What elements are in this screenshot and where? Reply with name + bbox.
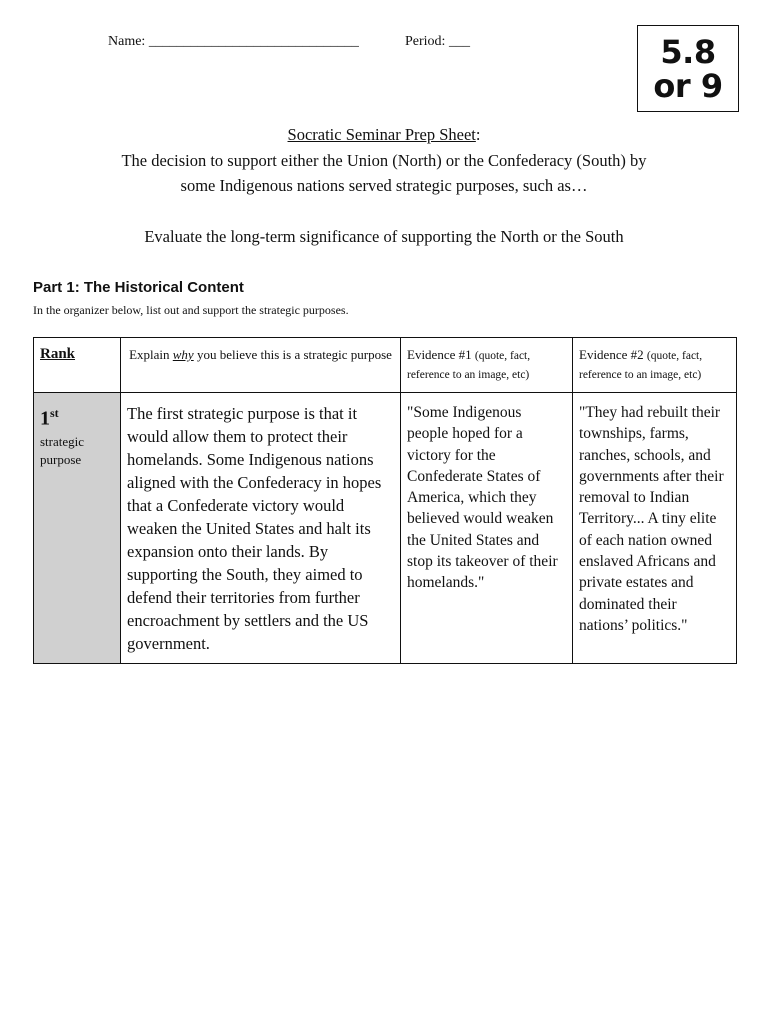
grade-line-2: or 9 — [653, 66, 723, 105]
rank-label: strategic purpose — [40, 433, 85, 467]
period-field-label: Period: ___ — [405, 34, 470, 49]
evidence-1-cell[interactable]: "Some Indigenous people hoped for a victory for the Confederate States of America, which they believed would weaken the United States and stop its takeover of their homelands." — [401, 393, 573, 664]
rank-digit: 1 — [40, 407, 50, 430]
header-explain-post: you believe this is a strategic purpose — [193, 347, 392, 362]
evaluate-prompt: Evaluate the long-term significance of supporting the North or the South — [144, 227, 624, 246]
header-evidence-2-hint: (quote, fact, reference to an image, etc) — [579, 350, 703, 381]
header-evidence-1-hint: (quote, fact, reference to an image, etc) — [407, 350, 531, 381]
rank-suffix: st — [50, 406, 59, 420]
document-title — [0, 125, 768, 145]
part1-instructions: In the organizer below, list out and support the strategic purposes. — [33, 303, 349, 317]
header-rank — [34, 338, 121, 393]
name-field-label: Name: ______________________________ — [108, 34, 359, 49]
rank-number — [40, 401, 114, 431]
header-evidence-1-label: Evidence #1 — [407, 347, 475, 362]
part1-heading: Part 1: The Historical Content — [33, 279, 244, 296]
grade-box — [637, 25, 739, 112]
header-explain — [121, 338, 401, 393]
header-evidence-2-label: Evidence #2 — [579, 347, 647, 362]
grade-line-1: 5.8 — [660, 32, 716, 71]
organizer-table — [33, 337, 737, 664]
table-header-row — [34, 338, 737, 393]
prompt-line-1: The decision to support either the Union (North) or the Confederacy (South) by — [121, 151, 647, 170]
header-rank-label: Rank — [40, 346, 76, 362]
title-text: Socratic Seminar Prep Sheet — [287, 125, 476, 144]
header-evidence-1 — [401, 338, 573, 393]
table-row — [34, 393, 737, 664]
rank-cell — [34, 393, 121, 664]
prompt-line-2: some Indigenous nations served strategic purposes, such as… — [180, 176, 588, 195]
evidence-2-cell[interactable]: "They had rebuilt their townships, farms, ranches, schools, and governments after their removal to Indian Territory... A tiny elite of each nation owned enslaved Africans and private estates and dominated their nations’ politics." — [573, 393, 737, 664]
header-explain-pre: Explain — [129, 347, 173, 362]
title-colon: : — [475, 125, 481, 144]
header-evidence-2 — [573, 338, 737, 393]
explanation-cell[interactable]: The first strategic purpose is that it would allow them to protect their homelands. Some Indigenous nations aligned with the Confederacy in hopes that a Confederate victory would weaken the United States and halt its expansion onto their lands. By supporting the South, they aimed to defend their territories from further encroachment by settlers and the US government. — [121, 393, 401, 664]
header-explain-emphasis: why — [172, 347, 194, 362]
